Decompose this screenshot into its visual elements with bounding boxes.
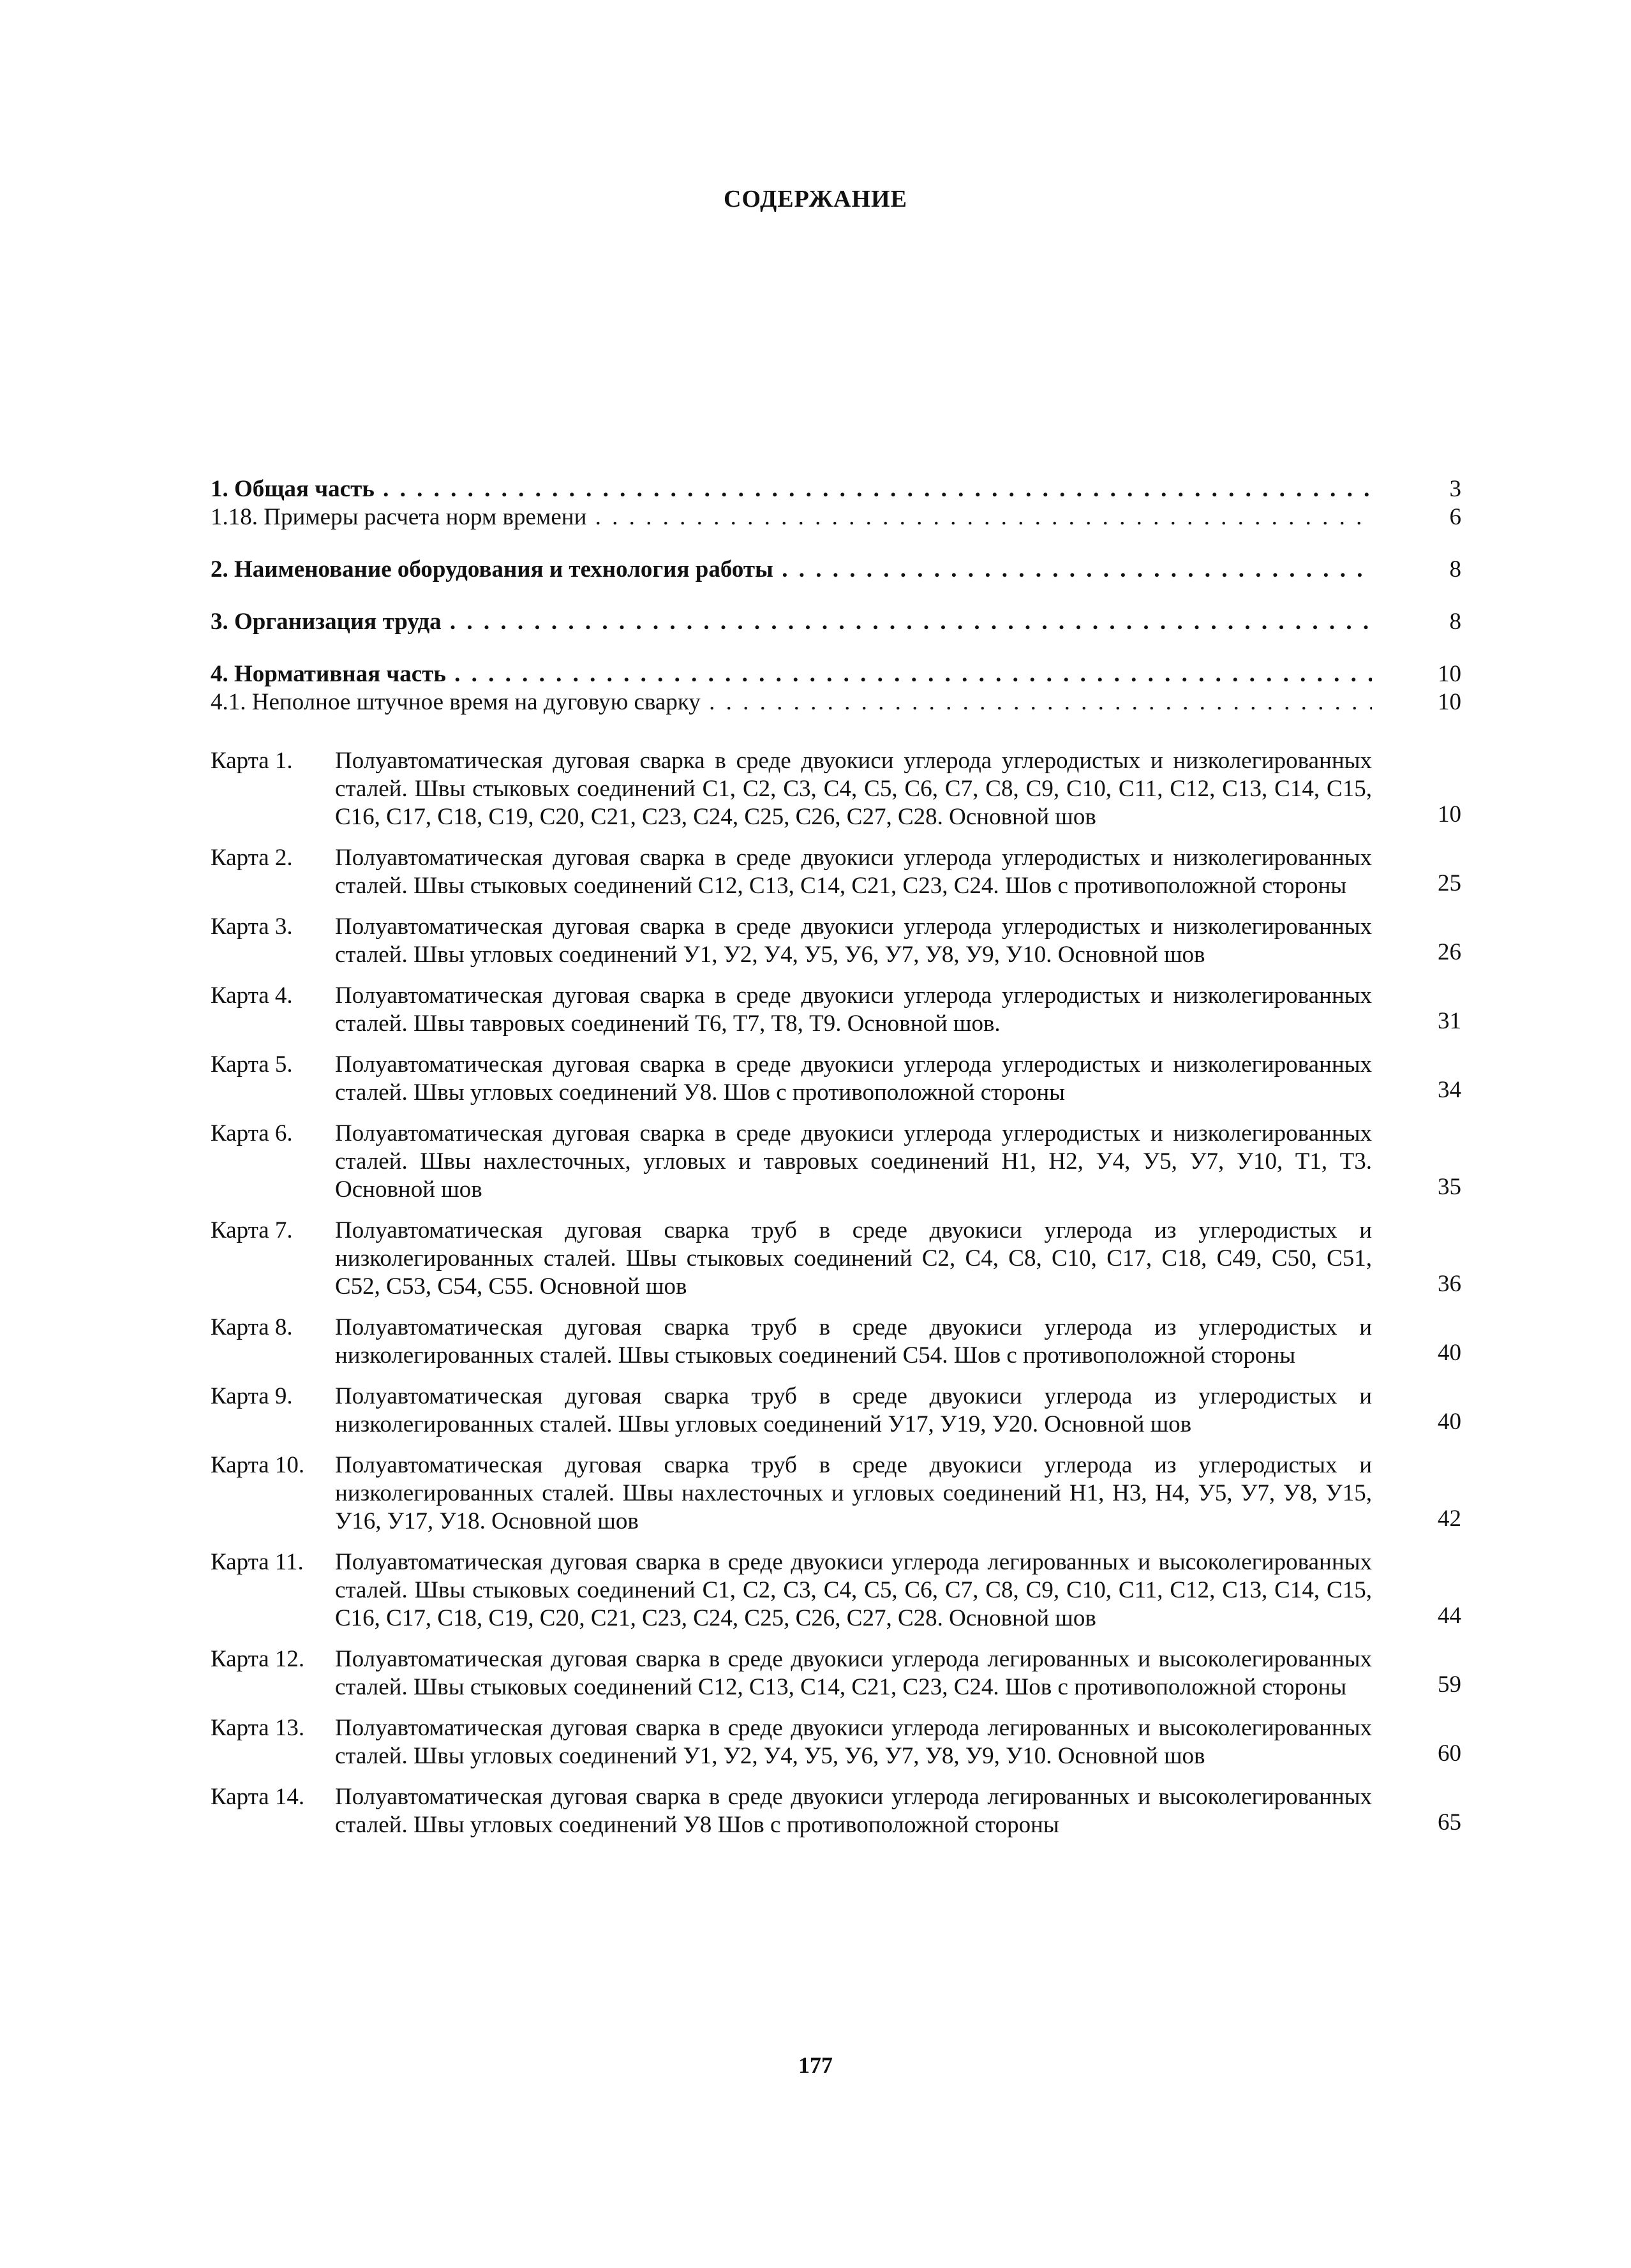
card-text: Полуавтоматическая дуговая сварка в среде двуокиси углерода легированных и высоколегированных сталей. Швы стыковых соединений С12, С13, С14, С21, С23, С24. Шов с противоположной стороны <box>335 1646 1372 1700</box>
card-label: Карта 6. <box>211 1120 293 1146</box>
card-label: Карта 4. <box>211 982 293 1009</box>
card-page: 26 <box>1438 939 1461 965</box>
toc-card <box>211 1714 1461 1770</box>
card-label: Карта 9. <box>211 1383 293 1409</box>
card-text: Полуавтоматическая дуговая сварка в среде двуокиси углерода углеродистых и низколегированных сталей. Швы нахлесточных, угловых и тавровых соединений Н1, Н2, У4, У5, У7, У10, Т1, Т3. Основной шов <box>335 1120 1372 1203</box>
card-text: Полуавтоматическая дуговая сварка труб в среде двуокиси углерода из углеродистых и низколегированных сталей. Швы угловых соединений У17, У19, У20. Основной шов <box>335 1383 1372 1437</box>
toc-section-page: 3 <box>1449 476 1461 502</box>
table-of-contents <box>211 475 1461 1852</box>
toc-card <box>211 1783 1461 1839</box>
card-label: Карта 8. <box>211 1314 293 1340</box>
card-page: 36 <box>1438 1271 1461 1297</box>
card-label: Карта 7. <box>211 1217 293 1243</box>
toc-section-page: 8 <box>1449 609 1461 635</box>
card-text: Полуавтоматическая дуговая сварка в среде двуокиси углерода углеродистых и низколегированных сталей. Швы тавровых соединений Т6, Т7, Т8, Т9. Основной шов. <box>335 982 1372 1037</box>
toc-section-label: 4. Нормативная часть . . . <box>211 660 1372 688</box>
toc-section-label: 3. Организация труда . . . <box>211 608 1372 636</box>
card-page: 31 <box>1438 1008 1461 1034</box>
card-page: 25 <box>1438 870 1461 896</box>
toc-section-page: 10 <box>1438 689 1461 715</box>
toc-section-page: 10 <box>1438 661 1461 687</box>
card-label: Карта 1. <box>211 748 293 774</box>
toc-card <box>211 747 1461 831</box>
toc-card <box>211 1314 1461 1370</box>
toc-section-label: 4.1. Неполное штучное время на дуговую сварку . . . <box>211 688 1372 716</box>
card-text: Полуавтоматическая дуговая сварка труб в среде двуокиси углерода из углеродистых и низколегированных сталей. Швы стыковых соединений С2, С4, С8, С10, С17, С18, С49, С50, С51, С52, С53, С54, С55. Основной шов <box>335 1217 1372 1300</box>
toc-section-2 <box>211 556 1461 584</box>
card-label: Карта 14. <box>211 1784 305 1810</box>
toc-card <box>211 1120 1461 1204</box>
card-text: Полуавтоматическая дуговая сварка в среде двуокиси углерода легированных и высоколегированных сталей. Швы угловых соединений У1, У2, У4, У5, У6, У7, У8, У9, У10. Основной шов <box>335 1715 1372 1769</box>
toc-section-1 <box>211 475 1461 503</box>
page-title: СОДЕРЖАНИЕ <box>724 186 907 212</box>
card-text: Полуавтоматическая дуговая сварка в среде двуокиси углерода углеродистых и низколегированных сталей. Швы стыковых соединений С1, С2, С3, С4, С5, С6, С7, С8, С9, С10, С11, С12, С13, С14, С15, С16, С17, С18, С19, С20, С21, С23, С24, С25, С26, С27, С28. Основной шов <box>335 748 1372 830</box>
card-label: Карта 5. <box>211 1051 293 1078</box>
card-text: Полуавтоматическая дуговая сварка в среде двуокиси углерода углеродистых и низколегированных сталей. Швы стыковых соединений С12, С13, С14, С21, С23, С24. Шов с противоположной стороны <box>335 845 1372 899</box>
toc-section-page: 8 <box>1449 556 1461 582</box>
toc-card <box>211 1645 1461 1701</box>
card-page: 10 <box>1438 801 1461 827</box>
page-number: 177 <box>798 2052 833 2078</box>
card-page: 42 <box>1438 1506 1461 1532</box>
toc-section-page: 6 <box>1449 504 1461 530</box>
card-page: 44 <box>1438 1603 1461 1629</box>
card-text: Полуавтоматическая дуговая сварка в среде двуокиси углерода углеродистых и низколегированных сталей. Швы угловых соединений У1, У2, У4, У5, У6, У7, У8, У9, У10. Основной шов <box>335 914 1372 968</box>
toc-section-3 <box>211 608 1461 636</box>
card-page: 65 <box>1438 1809 1461 1835</box>
card-page: 35 <box>1438 1174 1461 1200</box>
toc-card <box>211 1451 1461 1536</box>
card-text: Полуавтоматическая дуговая сварка труб в среде двуокиси углерода из углеродистых и низколегированных сталей. Швы стыковых соединений С54. Шов с противоположной стороны <box>335 1314 1372 1368</box>
toc-card <box>211 1051 1461 1107</box>
card-page: 59 <box>1438 1671 1461 1698</box>
card-text: Полуавтоматическая дуговая сварка в среде двуокиси углерода углеродистых и низколегированных сталей. Швы угловых соединений У8. Шов с противоположной стороны <box>335 1051 1372 1106</box>
toc-section-4 <box>211 660 1461 688</box>
toc-card <box>211 844 1461 900</box>
card-label: Карта 10. <box>211 1452 305 1478</box>
card-label: Карта 12. <box>211 1646 305 1672</box>
toc-card <box>211 1548 1461 1633</box>
card-label: Карта 13. <box>211 1715 305 1741</box>
toc-section-label: 1.18. Примеры расчета норм времени . . . <box>211 503 1372 531</box>
card-page: 34 <box>1438 1077 1461 1103</box>
toc-card <box>211 1217 1461 1301</box>
card-text: Полуавтоматическая дуговая сварка в среде двуокиси углерода легированных и высоколегированных сталей. Швы стыковых соединений С1, С2, С3, С4, С5, С6, С7, С8, С9, С10, С11, С12, С13, С14, С15, С16, С17, С18, С19, С20, С21, С23, С24, С25, С26, С27, С28. Основной шов <box>335 1549 1372 1631</box>
card-label: Карта 11. <box>211 1549 304 1575</box>
card-page: 60 <box>1438 1740 1461 1767</box>
toc-section-label: 2. Наименование оборудования и технология работы . . . <box>211 556 1372 584</box>
card-page: 40 <box>1438 1340 1461 1366</box>
toc-card <box>211 1382 1461 1439</box>
toc-section-label: 1. Общая часть . . . <box>211 475 1372 503</box>
card-page: 40 <box>1438 1409 1461 1435</box>
toc-section-1-18 <box>211 503 1461 531</box>
card-label: Карта 2. <box>211 845 293 871</box>
card-text: Полуавтоматическая дуговая сварка труб в среде двуокиси углерода из углеродистых и низколегированных сталей. Швы нахлесточных и угловых соединений Н1, Н3, Н4, У5, У7, У8, У15, У16, У17, У18. Основной шов <box>335 1452 1372 1534</box>
toc-card <box>211 982 1461 1038</box>
toc-card <box>211 913 1461 969</box>
toc-section-4-1 <box>211 688 1461 716</box>
card-text: Полуавтоматическая дуговая сварка в среде двуокиси углерода легированных и высоколегированных сталей. Швы угловых соединений У8 Шов с противоположной стороны <box>335 1784 1372 1838</box>
card-label: Карта 3. <box>211 914 293 940</box>
